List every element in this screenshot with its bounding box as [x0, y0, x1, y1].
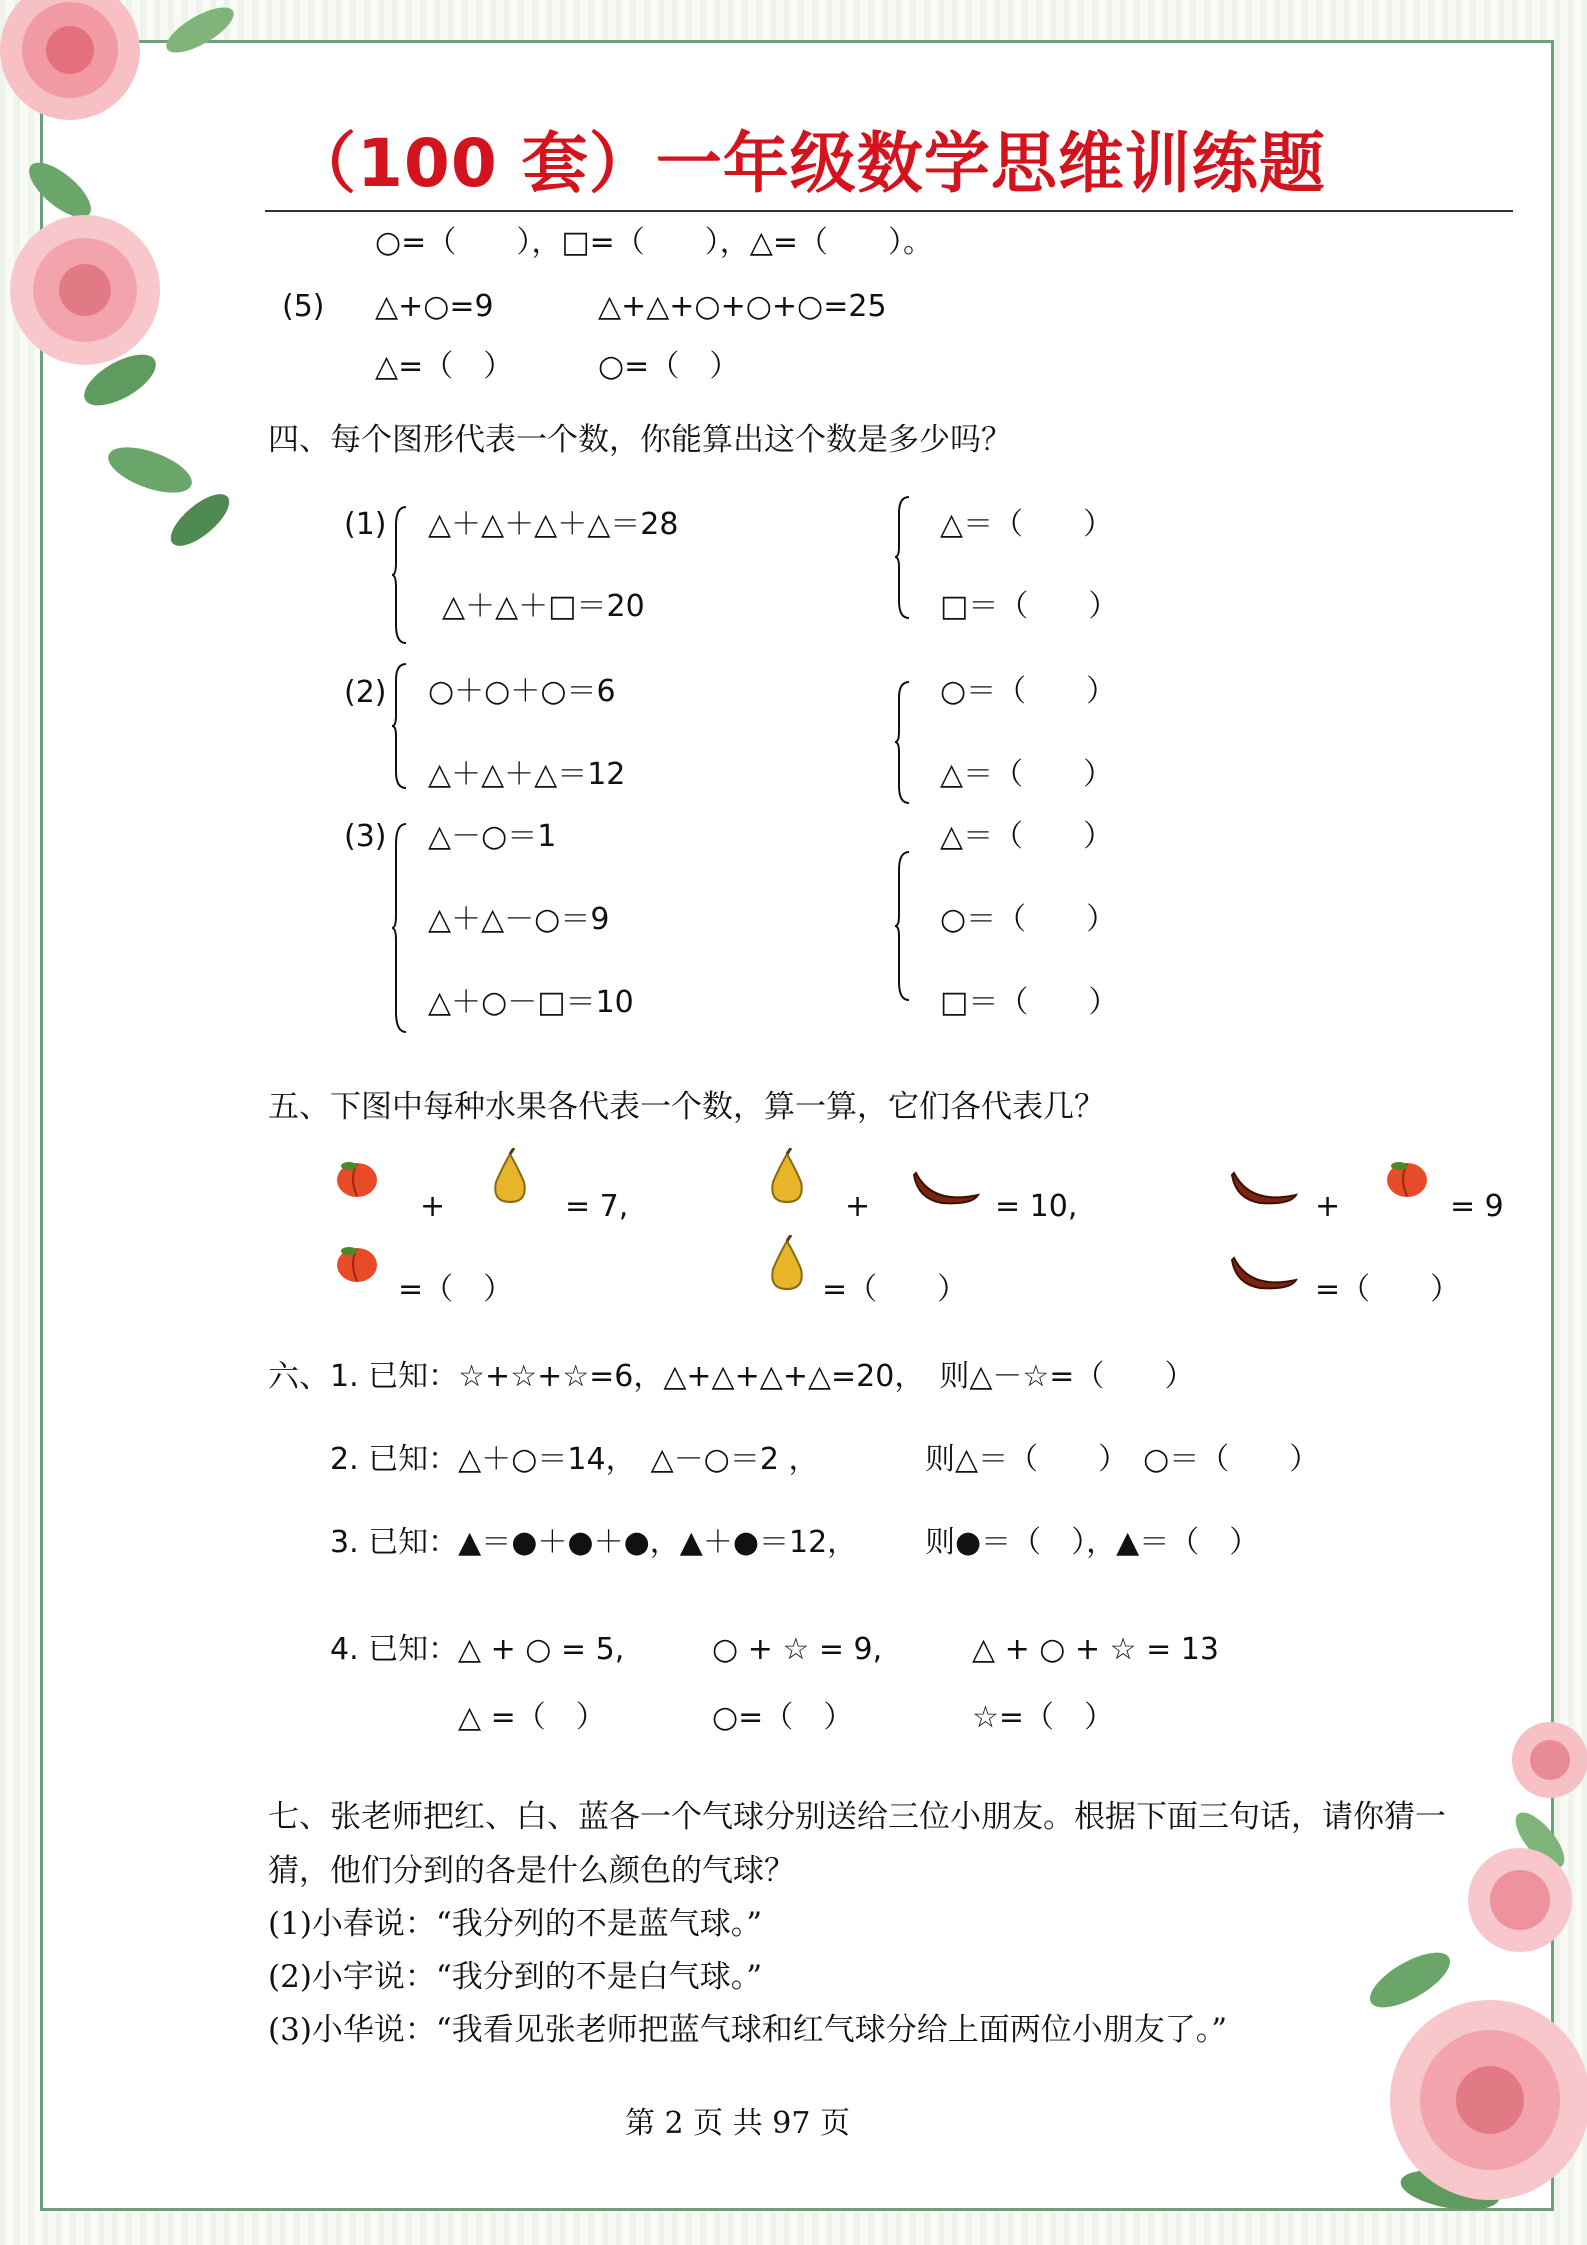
part4-g2-label: (2): [344, 675, 387, 710]
part6-q4-ans1: △ =（ ）: [458, 1700, 606, 1735]
part6-q4-eq3: △ + ○ + ☆ = 13: [972, 1632, 1219, 1667]
part4-g3-ans1: △＝（ ）: [940, 819, 1114, 854]
banana-icon: [912, 1165, 982, 1209]
part6-prefix: 六、: [268, 1359, 330, 1395]
part3-q5-ans1: △=（ ）: [375, 349, 514, 384]
part4-g1-ans1: △＝（ ）: [940, 507, 1114, 542]
banana-icon: [1230, 1165, 1300, 1209]
part4-g3-ans3: □＝（ ）: [940, 985, 1119, 1020]
part5-result-1: = 7,: [565, 1189, 629, 1224]
part4-g1-eq2: △＋△＋□＝20: [442, 589, 645, 624]
part6-q4-ans3: ☆=（ ）: [972, 1700, 1115, 1735]
part4-g3-left-brace: [392, 822, 406, 1034]
part4-g2-eq2: △＋△＋△＝12: [428, 757, 626, 792]
part3-answer-row: ○=（ ），□=（ ），△=（ ）。: [375, 225, 934, 260]
part5-plus-3: +: [1315, 1189, 1341, 1224]
part4-g2-right-brace: [895, 680, 909, 805]
part5-result-3: = 9: [1450, 1189, 1504, 1224]
part4-g1-left-brace: [392, 505, 406, 645]
page-footer: 第 2 页 共 97 页: [625, 2106, 850, 2141]
part4-g3-eq2: △＋△－○＝9: [428, 902, 610, 937]
part4-g3-ans2: ○＝（ ）: [940, 902, 1117, 937]
part6-q2a: 2. 已知：△＋○＝14， △－○＝2 ，: [330, 1442, 819, 1477]
pear-icon: [488, 1148, 532, 1206]
title-underline: [265, 210, 1513, 212]
part5-plus-1: +: [420, 1189, 446, 1224]
page-title: （100 套）一年级数学思维训练题: [290, 125, 1326, 202]
part6-q4-eq1: △ + ○ = 5,: [458, 1632, 625, 1667]
part4-heading: 四、每个图形代表一个数，你能算出这个数是多少吗？: [268, 422, 1012, 458]
peach-icon: [335, 1160, 379, 1200]
pear-icon: [765, 1148, 809, 1206]
part5-ans-2: =（ ）: [822, 1272, 968, 1307]
part4-g2-eq1: ○＋○＋○＝6: [428, 674, 616, 709]
part3-q5-label: (5): [282, 289, 325, 324]
part7-line5: (3)小华说：“我看见张老师把蓝气球和红气球分给上面两位小朋友了。”: [268, 2012, 1228, 2048]
part3-q5-ans2: ○=（ ）: [598, 349, 740, 384]
part6-q4-ans2: ○=（ ）: [712, 1700, 854, 1735]
part4-g2-left-brace: [392, 662, 406, 790]
part5-heading: 五、下图中每种水果各代表一个数，算一算，它们各代表几？: [268, 1089, 1105, 1125]
banana-icon: [1230, 1250, 1300, 1294]
part4-g1-right-brace: [895, 495, 909, 620]
part6-q2b: 则△＝（ ） ○＝（ ）: [925, 1442, 1320, 1477]
part4-g1-ans2: □＝（ ）: [940, 589, 1119, 624]
part5-result-2: = 10,: [995, 1189, 1078, 1224]
part6-q3b: 则●＝（ ），▲＝（ ）: [925, 1525, 1260, 1560]
part6-q4-eq2: ○ + ☆ = 9,: [712, 1632, 883, 1667]
part4-g2-ans2: △＝（ ）: [940, 757, 1114, 792]
peach-icon: [1385, 1160, 1429, 1200]
part6-q1: 1. 已知：☆+☆+☆=6，△+△+△+△=20， 则△－☆=（ ）: [330, 1359, 1195, 1394]
part4-g3-eq1: △－○＝1: [428, 819, 557, 854]
part7-line2: 猜，他们分到的各是什么颜色的气球？: [268, 1853, 795, 1889]
part6-q3a: 3. 已知：▲＝●＋●＋●，▲＋●＝12，: [330, 1525, 858, 1560]
part7-line3: (1)小春说：“我分列的不是蓝气球。”: [268, 1906, 763, 1942]
part5-ans-1: =（ ）: [398, 1272, 514, 1307]
part7-line4: (2)小宇说：“我分到的不是白气球。”: [268, 1959, 763, 1995]
part4-g1-label: (1): [344, 507, 387, 542]
peach-icon: [335, 1245, 379, 1285]
part4-g3-label: (3): [344, 819, 387, 854]
part7-line1: 七、张老师把红、白、蓝各一个气球分别送给三位小朋友。根据下面三句话，请你猜一: [268, 1799, 1446, 1835]
part4-g1-eq1: △＋△＋△＋△＝28: [428, 507, 679, 542]
part3-q5-eq2: △+△+○+○+○=25: [598, 289, 887, 324]
part4-g3-right-brace: [895, 850, 909, 1002]
part5-ans-3: =（ ）: [1315, 1272, 1461, 1307]
part3-q5-eq1: △+○=9: [375, 289, 494, 324]
part4-g2-ans1: ○＝（ ）: [940, 674, 1117, 709]
part4-g3-eq3: △＋○－□＝10: [428, 985, 634, 1020]
pear-icon: [765, 1235, 809, 1293]
part6-q4-label: 4. 已知：: [330, 1632, 459, 1667]
part5-plus-2: +: [845, 1189, 871, 1224]
